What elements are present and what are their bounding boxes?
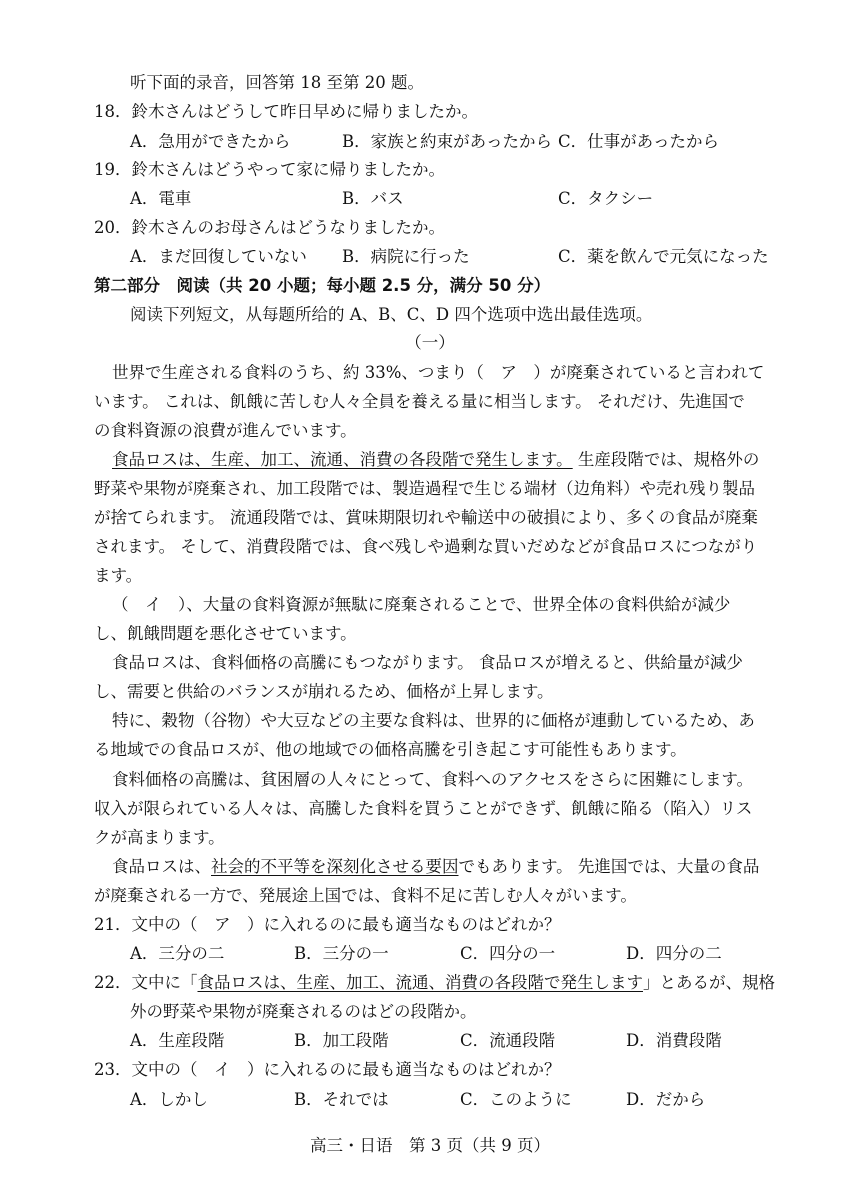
underlined-phrase: 食品ロスは、生産、加工、流通、消費の各段階で発生します [197,973,643,992]
option-22-d: D．消費段階 [626,1031,722,1050]
passage-line: が廃棄される一方で、発展途上国では、食料不足に苦しむ人々がいます。 [94,886,637,905]
option-23-b: B．それでは [294,1090,389,1109]
question-number: 21． [94,915,132,934]
underlined-phrase: 食品ロスは、生産、加工、流通、消費の各段階で発生します。 [112,450,573,469]
passage-line: 食品ロスは、生産、加工、流通、消費の各段階で発生します。 生産段階では、規格外の [112,450,760,469]
passage-line: の食料資源の浪費が進んでいます。 [94,421,357,440]
option-18-c: C．仕事があったから [558,132,719,151]
option-20-a: A．まだ回復していない [130,247,307,266]
option-20-c: C．薬を飲んで元気になった [558,247,769,266]
passage-line: 特に、穀物（谷物）や大豆などの主要な食料は、世界的に価格が連動しているため、あ [112,711,755,730]
question-22-line2: 外の野菜や果物が廃棄されるのはどの段階か。 [130,1002,477,1021]
question-number: 19． [94,160,132,179]
passage-line: が捨てられます。 流通段階では、賞味期限切れや輸送中の破損により、多くの食品が廃棄 [94,508,758,527]
question-number: 18． [94,102,132,121]
passage-line: 収入が限られている人々は、高騰した食料を買うことができず、飢餓に陥る（陷入）リス [94,799,753,818]
option-18-a: A．急用ができたから [130,132,291,151]
option-22-c: C．流通段階 [460,1031,556,1050]
listening-intro: 听下面的录音，回答第 18 至第 20 题。 [130,73,424,92]
question-21 [94,914,561,936]
question-22: 22．文中に「食品ロスは、生産、加工、流通、消費の各段階で発生します」とあるが、規格 [94,973,775,992]
option-19-b: B．バス [342,189,404,208]
option-21-d: D．四分の二 [626,944,722,963]
question-20 [94,217,445,239]
section-title: 第二部分 阅读（共 20 小题；每小题 2.5 分，满分 50 分） [94,276,551,295]
option-23-a: A．しかし [130,1090,208,1109]
question-19 [94,159,445,181]
question-text: 文中の（ イ ）に入れるのに最も適当なものはどれか？ [131,1060,561,1079]
passage-line: 世界で生産される食料のうち、約 33%、つまり（ ア ）が廃棄されていると言われて [112,363,765,382]
passage-line: います。 これは、飢餓に苦しむ人々全員を養える量に相当します。 それだけ、先進国で [94,392,745,411]
passage-line: されます。 そして、消費段階では、食べ残しや過剰な買いだめなどが食品ロスにつながり [94,537,758,556]
passage-line: る地域での食品ロスが、他の地域での価格高騰を引き起こす可能性もあります。 [94,740,687,759]
passage-line: クが高まります。 [94,828,225,847]
question-number: 22． [94,973,132,992]
passage-line: し、需要と供給のバランスが崩れるため、価格が上昇します。 [94,682,554,701]
passage-line: 野菜や果物が廃棄され、加工段階では、製造過程で生じる端材（边角料）や売れ残り製品 [94,479,755,498]
question-text: 文中の（ ア ）に入れるのに最も適当なものはどれか？ [131,915,561,934]
option-18-b: B．家族と約束があったから [342,132,552,151]
option-21-c: C．四分の一 [460,944,556,963]
reading-instruction: 阅读下列短文，从每题所给的 A、B、C、D 四个选项中选出最佳选项。 [130,305,653,324]
option-19-c: C．タクシー [558,189,654,208]
passage-line: ます。 [94,566,143,585]
option-19-a: A．電車 [130,189,192,208]
option-20-b: B．病院に行った [342,247,470,266]
passage-line: 食品ロスは、社会的不平等を深刻化させる要因でもあります。 先進国では、大量の食品 [112,857,760,876]
passage-line: し、飢餓問題を悪化させています。 [94,624,357,643]
passage-line: 食品ロスは、食料価格の高騰にもつながります。 食品ロスが増えると、供給量が減少 [112,653,743,672]
option-23-c: C．このように [460,1090,572,1109]
option-23-d: D．だから [626,1090,706,1109]
option-21-a: A．三分の二 [130,944,225,963]
option-22-a: A．生産段階 [130,1031,225,1050]
question-number: 23． [94,1060,132,1079]
page-footer: 高三・日语 第 3 页（共 9 页） [310,1136,550,1155]
passage-number: （一） [405,333,455,352]
passage-line: （ イ ）、大量の食料資源が無駄に廃棄されることで、世界全体の食料供給が減少 [112,595,731,614]
option-22-b: B．加工段階 [294,1031,389,1050]
underlined-phrase: 社会的不平等を深刻化させる要因 [211,857,459,876]
passage-line: 食料価格の高騰は、貧困層の人々にとって、食料へのアクセスをさらに困難にします。 [112,770,754,789]
question-number: 20． [94,218,132,237]
question-18 [94,101,478,123]
question-23 [94,1059,561,1081]
question-text: 鈴木さんのお母さんはどうなりましたか。 [131,218,445,237]
option-21-b: B．三分の一 [294,944,389,963]
question-text: 鈴木さんはどうやって家に帰りましたか。 [131,160,445,179]
question-text: 鈴木さんはどうして昨日早めに帰りましたか。 [131,102,478,121]
